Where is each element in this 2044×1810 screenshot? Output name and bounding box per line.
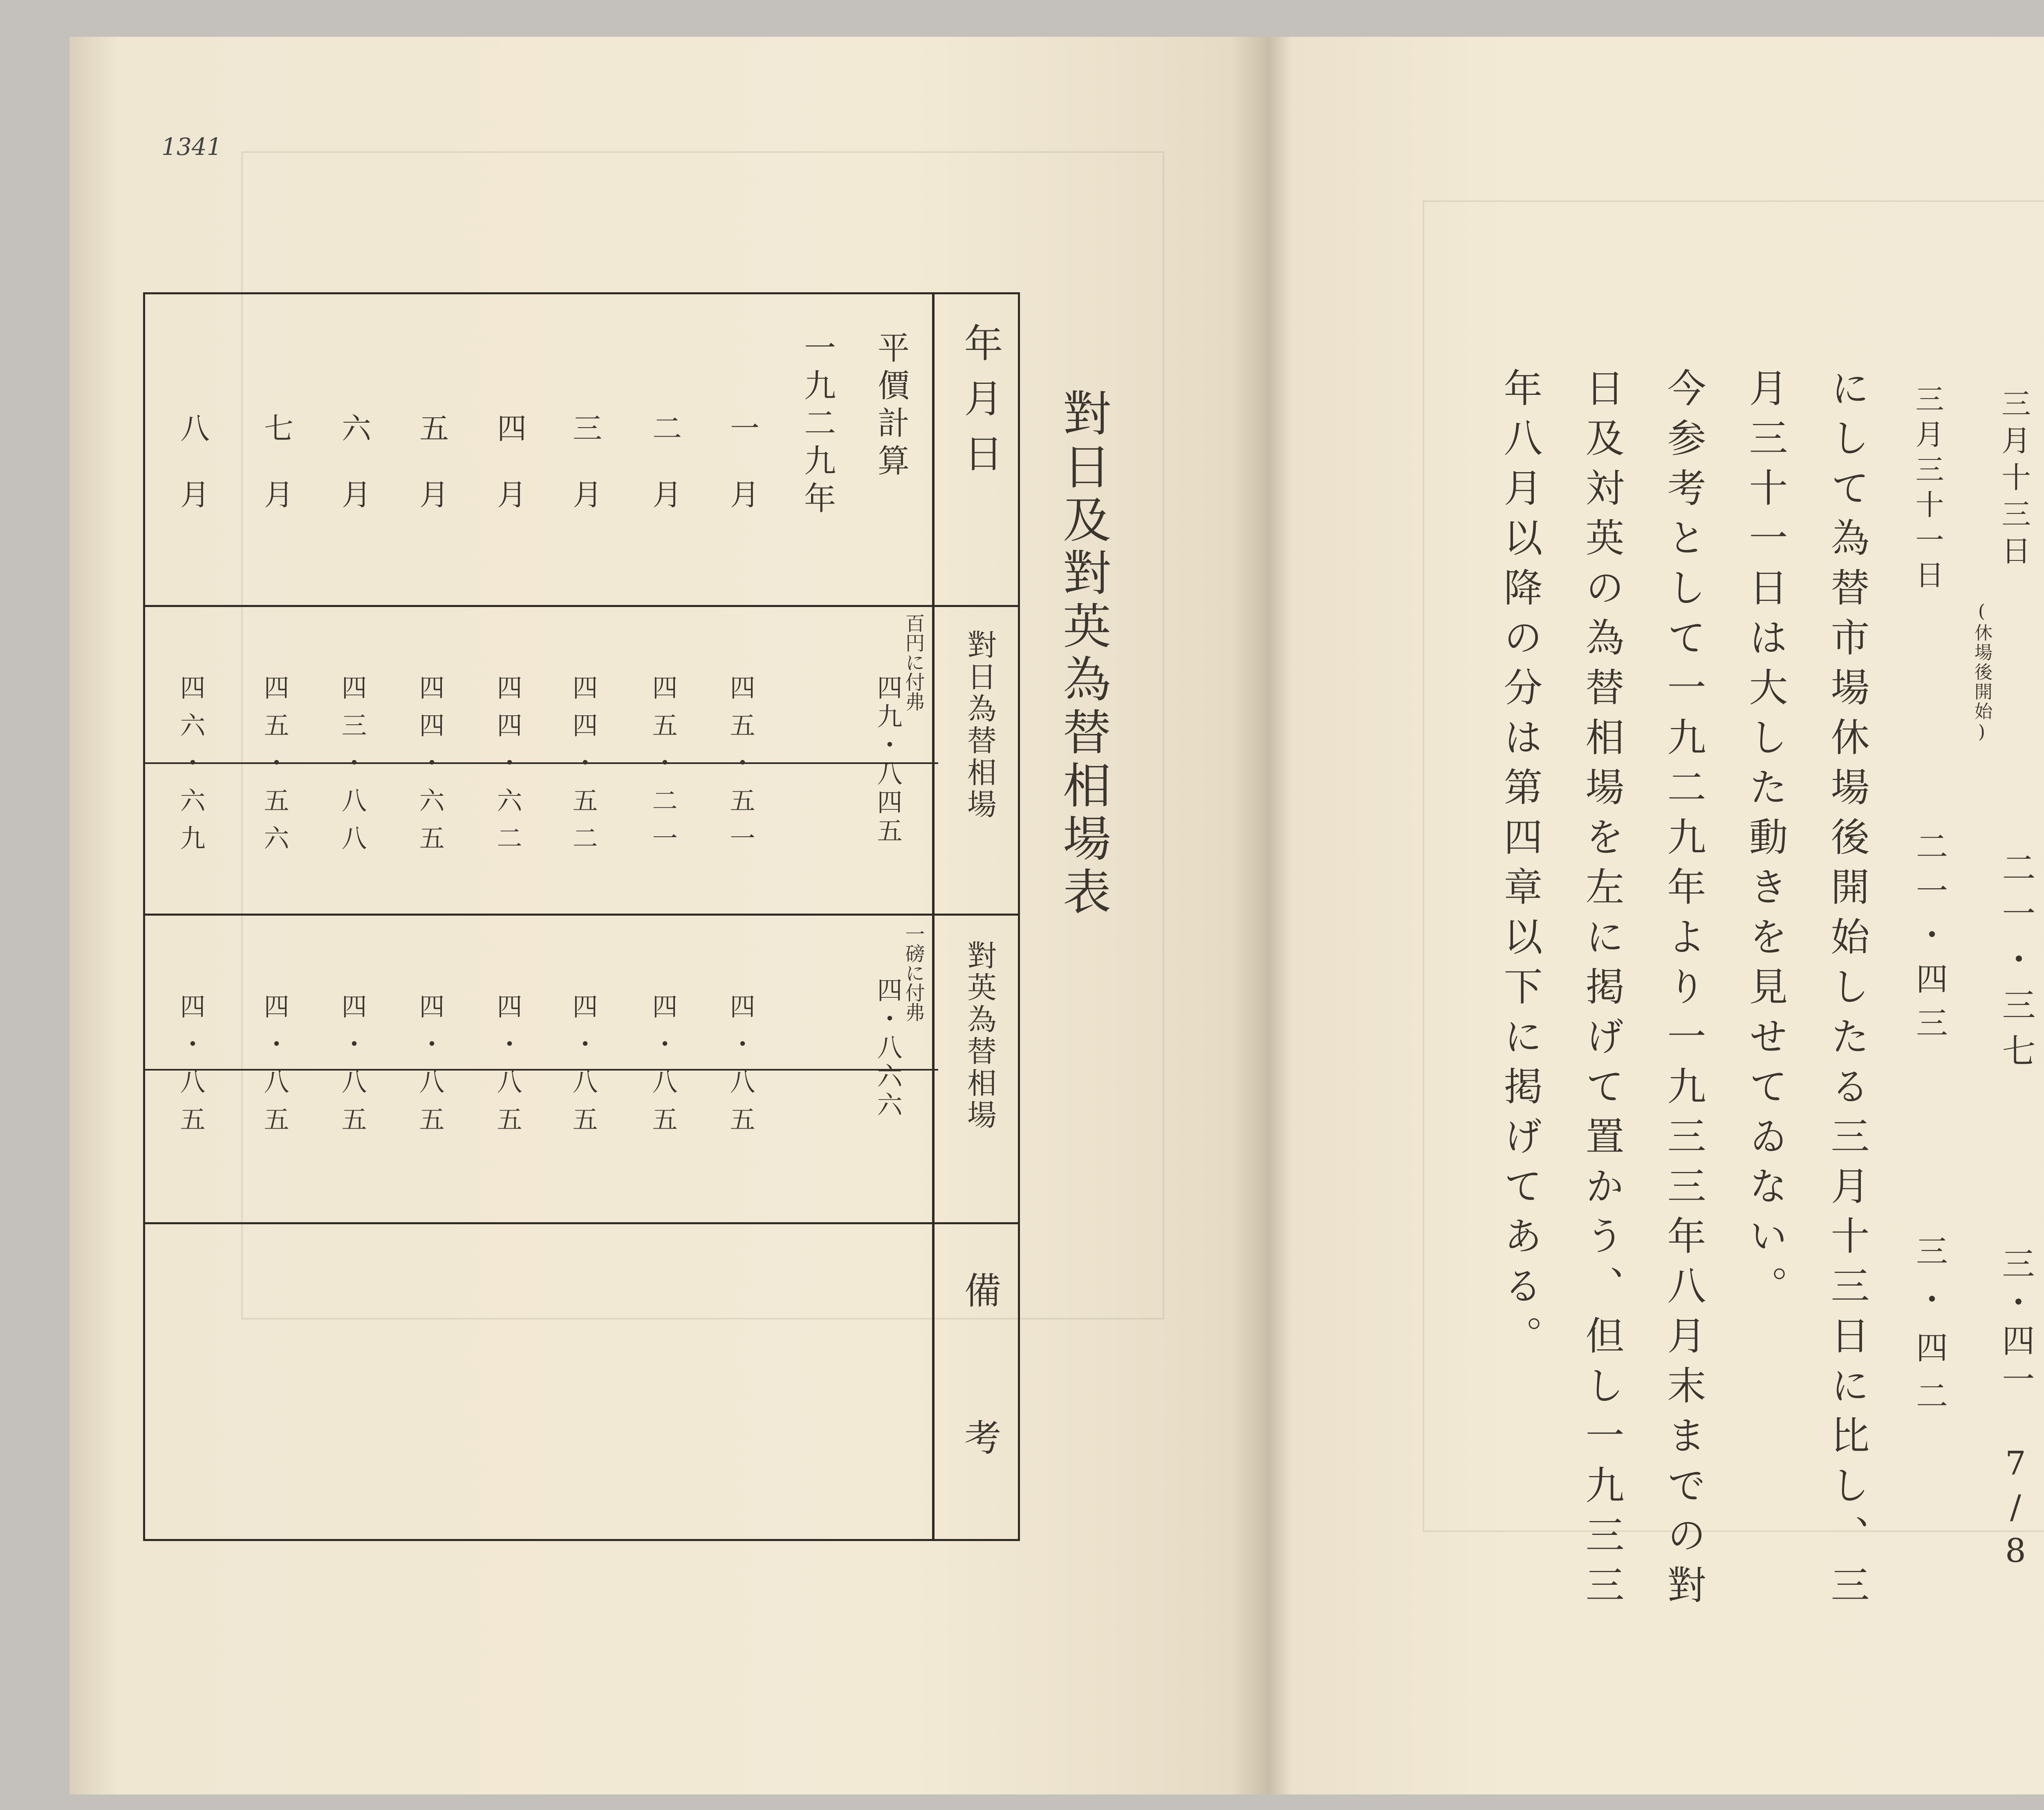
yen-rate-cell: 四六・六九: [176, 674, 206, 862]
table-title: 對日及對英為替相場表: [1055, 388, 1111, 920]
unit-per-100-yen: 百円に付弗: [902, 613, 925, 711]
entry-note: (休場後開始): [1971, 601, 1992, 744]
pound-rate-cell: 四・八六六: [873, 977, 903, 1120]
row-label: 一九二九年: [799, 331, 836, 519]
yen-rate-cell: 四五・二一: [648, 674, 678, 862]
body-line: 年八月以降の分は第四章以下に掲げてある。: [1497, 368, 1542, 1365]
header-yen-rate: 對日為替相場: [962, 629, 997, 821]
header-date: 年月日: [958, 323, 1003, 488]
row-label: 七月: [259, 413, 294, 545]
left-page: [69, 37, 1267, 1794]
yen-rate-cell: 四四・六二: [493, 674, 522, 862]
row-label: 二月: [648, 413, 682, 545]
right-page: [1267, 37, 2044, 1794]
row-divider: [143, 605, 1018, 607]
body-line: 月三十一日は大した動きを見せてゐない。: [1743, 368, 1788, 1315]
entry-date: 三月三十一日: [1911, 384, 1944, 595]
row-label: 三月: [568, 413, 602, 545]
row-divider: [143, 914, 1018, 916]
row-divider: [143, 1222, 1018, 1224]
entry-yen: 二一・四三: [1911, 830, 1948, 1051]
entry-date: 三月十三日: [1997, 388, 2031, 572]
header-column-divider: [932, 292, 935, 1541]
body-line: にして為替市場休場後開始したる三月十三日に比し、三: [1824, 368, 1869, 1615]
yen-rate-cell: 四四・六五: [415, 674, 445, 862]
page-number: 1341: [161, 133, 222, 161]
pound-rate-cell: 四・八五: [176, 993, 206, 1144]
row-label: 八月: [175, 413, 210, 545]
yen-rate-cell: 四五・五一: [726, 674, 755, 862]
unit-per-pound: 一磅に付弗: [902, 924, 925, 1022]
row-label: 平價計算: [872, 331, 909, 482]
pound-rate-cell: 四・八五: [415, 993, 445, 1144]
body-line: 日及対英の為替相場を左に掲げて置かう、但し一九三三: [1579, 368, 1624, 1615]
entry-pound: 三・四一 7/8: [1997, 1247, 2035, 1575]
yen-rate-cell: 四三・八八: [337, 674, 367, 862]
row-label: 六月: [337, 413, 371, 545]
header-pound-rate: 對英為替相場: [962, 940, 997, 1131]
open-book: [69, 37, 2044, 1794]
header-remarks: 備考: [958, 1271, 1001, 1566]
yen-rate-cell: 四九・八四五: [873, 674, 903, 846]
pound-rate-cell: 四・八五: [648, 993, 678, 1144]
pound-rate-cell: 四・八五: [260, 993, 289, 1144]
yen-rate-cell: 四四・五二: [568, 674, 598, 862]
entry-yen: 二一・三七: [1997, 850, 2035, 1079]
row-label: 五月: [415, 413, 449, 545]
row-label: 一月: [725, 413, 760, 545]
pound-rate-cell: 四・八五: [337, 993, 367, 1144]
pound-rate-cell: 四・八五: [493, 993, 522, 1144]
pound-rate-cell: 四・八五: [568, 993, 598, 1144]
entry-pound: 三・四二: [1911, 1234, 1948, 1427]
body-line: 今参考として一九二九年より一九三三年八月末までの對: [1661, 368, 1706, 1615]
yen-rate-cell: 四五・五六: [260, 674, 289, 862]
pound-rate-cell: 四・八五: [726, 993, 755, 1144]
row-label: 四月: [492, 413, 527, 545]
